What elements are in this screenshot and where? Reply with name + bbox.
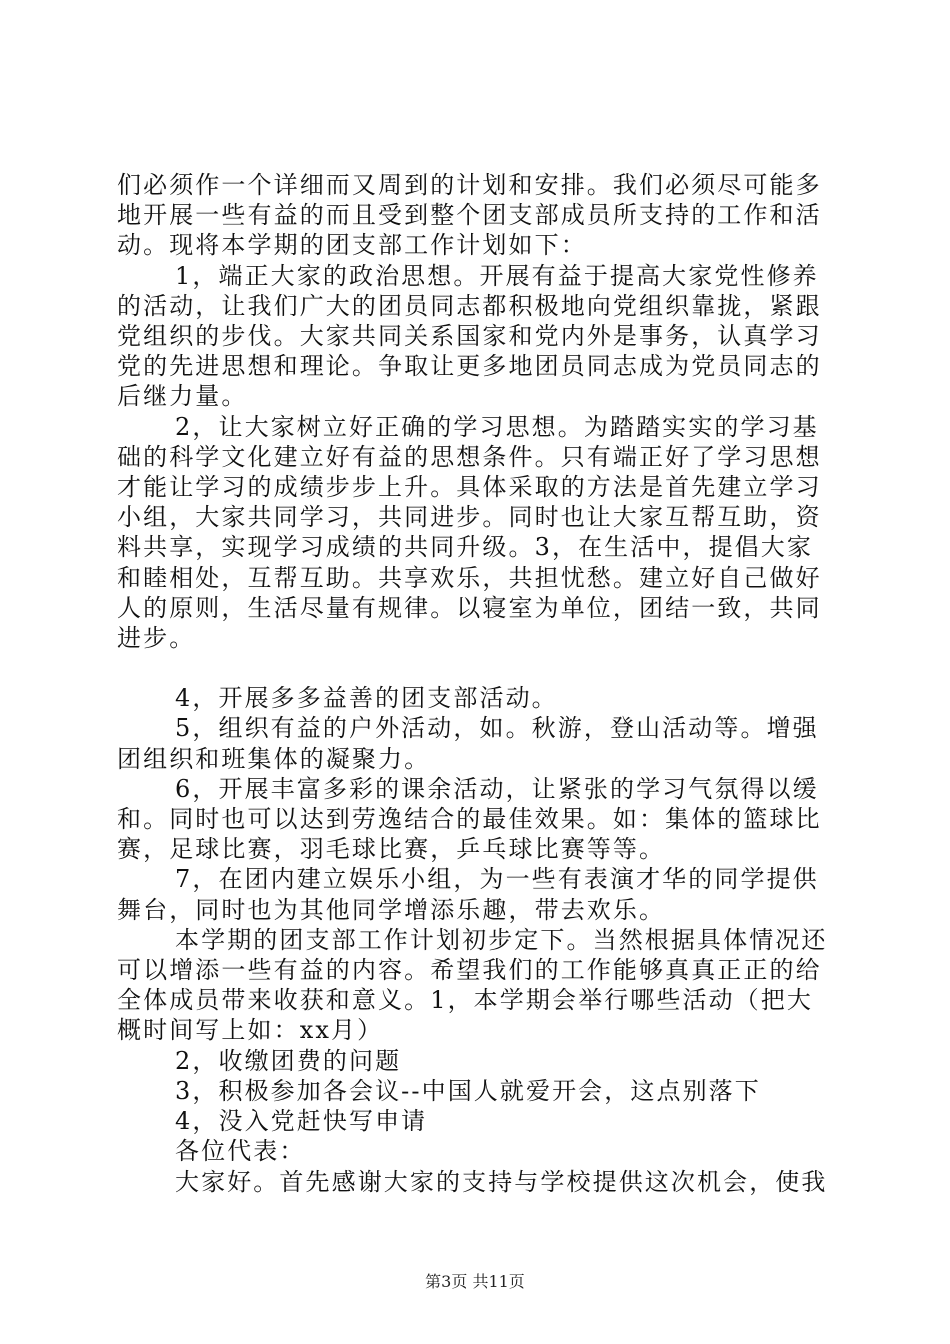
- paragraph-fee: 2，收缴团费的问题: [175, 1046, 402, 1075]
- paragraph-item-6: 6，开展丰富多彩的课余活动，让紧张的学习气氛得以缓和。同时也可以达到劳逸结合的最佳效果。如：集体的篮球比赛，足球比赛，羽毛球比赛，乒乓球比赛等等。: [117, 774, 822, 864]
- paragraph-salutation: 各位代表：: [175, 1137, 306, 1166]
- paragraph-item-7: 7，在团内建立娱乐小组，为一些有表演才华的同学提供舞台，同时也为其他同学增添乐趣，带去欢乐。: [117, 865, 819, 924]
- paragraph-item-2-3: 2，让大家树立好正确的学习思想。为踏踏实实的学习基础的科学文化建立好有益的思想条件。只有端正好了学习思想才能让学习的成绩步步上升。具体采取的方法是首先建立学习小组，大家共同学习，共同进步。同时也让大家互帮互助，资料共享，实现学习成绩的共同升级。3，在生活中，提倡大家和睦相处，互帮互助。共享欢乐，共担忧愁。建立好自己做好人的原则，生活尽量有规律。以寝室为单位，团结一致，共同进步。: [117, 412, 822, 653]
- paragraph-item-5: 5，组织有益的户外活动，如。秋游，登山活动等。增强团组织和班集体的凝聚力。: [117, 714, 819, 773]
- paragraph-intro: 们必须作一个详细而又周到的计划和安排。我们必须尽可能多地开展一些有益的而且受到整个团支部成员所支持的工作和活动。现将本学期的团支部工作计划如下：: [117, 171, 822, 260]
- paragraph-item-4: 4，开展多多益善的团支部活动。: [175, 684, 558, 713]
- paragraph-application: 4，没入党赶快写申请: [175, 1107, 428, 1136]
- paragraph-greeting: 大家好。首先感谢大家的支持与学校提供这次机会，使我: [175, 1167, 828, 1196]
- paragraph-meetings: 3，积极参加各会议--中国人就爱开会，这点别落下: [175, 1076, 761, 1105]
- paragraph-item-1: 1，端正大家的政治思想。开展有益于提高大家党性修养的活动，让我们广大的团员同志都积极地向党组织靠拢，紧跟党组织的步伐。大家共同关系国家和党内外是事务，认真学习党的先进思想和理论。争取让更多地团员同志成为党员同志的后继力量。: [117, 261, 822, 411]
- document-body: [117, 170, 837, 1197]
- page-number-footer: 第3页 共11页: [425, 1272, 525, 1291]
- paragraph-summary: 本学期的团支部工作计划初步定下。当然根据具体情况还可以增添一些有益的内容。希望我们的工作能够真真正正的给全体成员带来收获和意义。1，本学期会举行哪些活动（把大概时间写上如：xx月）: [117, 925, 828, 1045]
